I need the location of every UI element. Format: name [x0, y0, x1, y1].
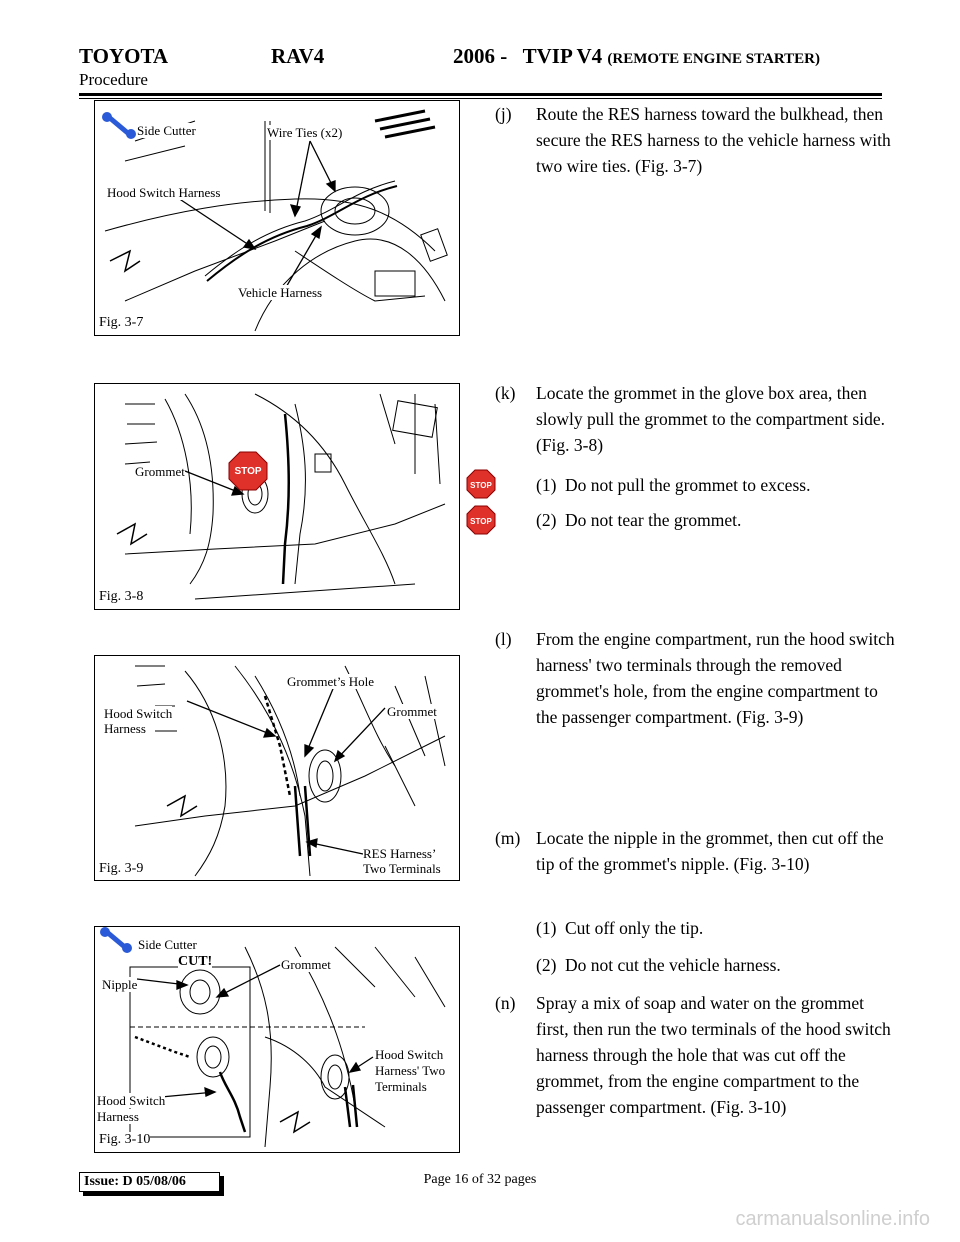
- label-side-cutter: Side Cutter: [137, 123, 196, 138]
- figure-caption: Fig. 3-9: [99, 861, 144, 876]
- step-j: [495, 101, 895, 179]
- figure-caption: Fig. 3-10: [99, 1132, 151, 1147]
- figure-3-8-drawing: [95, 384, 461, 611]
- step-text: Locate the grommet in the glove box area, then slowly pull the grommet to the compartment side. (Fig. 3-8): [536, 383, 885, 455]
- label-res-harness: RES Harness’: [363, 846, 437, 861]
- step-text: Route the RES harness toward the bulkhead, then secure the RES harness to the vehicle harness with two wire ties. (Fig. 3-7): [536, 104, 891, 176]
- step-key: (n): [495, 993, 516, 1013]
- step-k: [495, 380, 895, 458]
- header-product-name: 2006 - TVIP V4: [453, 44, 603, 68]
- label-grommet: Grommet: [281, 957, 331, 972]
- label-grommet: Grommet: [135, 464, 185, 479]
- header-section: Procedure: [79, 70, 148, 89]
- step-text: From the engine compartment, run the hood switch harness' two terminals through the removed grommet's hole, from the engine compartment to the passenger compartment. (Fig. 3-9): [536, 629, 895, 727]
- label-grommets-hole: Grommet’s Hole: [287, 674, 375, 689]
- sub-text: Cut off only the tip.: [565, 918, 704, 938]
- sub-key: (2): [536, 510, 557, 530]
- label-grommet: Grommet: [387, 704, 437, 719]
- header-model: RAV4: [271, 44, 325, 68]
- figure-3-8: [94, 383, 460, 610]
- label-side-cutter: Side Cutter: [138, 937, 197, 952]
- label-harness-1: Harness: [104, 721, 146, 736]
- step-n: [495, 990, 895, 1120]
- header-product-suffix: (REMOTE ENGINE STARTER): [607, 51, 820, 67]
- step-key: (j): [495, 104, 512, 124]
- sub-key: (1): [536, 475, 557, 495]
- sub-key: (1): [536, 918, 557, 938]
- step-m-sub-1: [536, 915, 703, 941]
- header-brand: TOYOTA: [79, 44, 169, 68]
- stop-sign-text: STOP: [470, 481, 492, 490]
- stop-sign-icon: [466, 469, 496, 499]
- label-wire-ties: Wire Ties (x2): [267, 125, 343, 140]
- figure-caption: Fig. 3-7: [99, 315, 144, 330]
- stop-sign-text: STOP: [470, 517, 492, 526]
- step-k-sub-1: [536, 472, 810, 498]
- figure-3-10-drawing: [95, 927, 461, 1154]
- label-terminals: Terminals: [375, 1079, 427, 1094]
- stop-sign-icon: [466, 505, 496, 535]
- header-product: [453, 44, 820, 69]
- label-hood-switch-3: Hood Switch: [97, 1093, 166, 1108]
- page-number: Page 16 of 32 pages: [423, 1172, 537, 1187]
- label-hood-switch-1: Hood Switch: [104, 706, 173, 721]
- stop-sign-text: STOP: [234, 466, 262, 477]
- label-nipple: Nipple: [102, 977, 138, 992]
- label-two-terminals: Two Terminals: [363, 861, 441, 876]
- issue-box: Issue: D 05/08/06: [79, 1172, 220, 1192]
- step-l: [495, 626, 895, 730]
- sub-text: Do not tear the grommet.: [565, 510, 742, 530]
- step-key: (k): [495, 383, 516, 403]
- step-key: (m): [495, 828, 521, 848]
- label-vehicle-harness: Vehicle Harness: [238, 285, 323, 300]
- step-key: (l): [495, 629, 512, 649]
- step-k-sub-2: [536, 507, 741, 533]
- stop-sign-icon: [229, 452, 267, 490]
- label-harness-3: Harness: [97, 1109, 139, 1124]
- watermark: carmanualsonline.info: [735, 1208, 930, 1230]
- sub-key: (2): [536, 955, 557, 975]
- label-hood-switch-2: Hood Switch: [375, 1047, 444, 1062]
- label-hood-switch-harness: Hood Switch Harness: [107, 185, 221, 200]
- figure-3-7: [94, 100, 460, 336]
- step-text: Spray a mix of soap and water on the grommet first, then run the two terminals of the hood switch harness through the hole that was cut off the grommet, from the engine compartment to the passenger compartment. (Fig. 3-10): [536, 993, 891, 1117]
- figure-caption: Fig. 3-8: [99, 589, 144, 604]
- header-rule: [79, 93, 882, 96]
- step-m: [495, 825, 895, 877]
- step-text: Locate the nipple in the grommet, then cut off the tip of the grommet's nipple. (Fig. 3-10): [536, 828, 884, 874]
- sub-text: Do not cut the vehicle harness.: [565, 955, 781, 975]
- step-m-sub-2: [536, 952, 781, 978]
- header-rule-thin: [79, 98, 882, 99]
- wrench-icon: [102, 112, 136, 139]
- label-cut: CUT!: [178, 954, 213, 969]
- figure-3-9: [94, 655, 460, 881]
- sub-text: Do not pull the grommet to excess.: [565, 475, 811, 495]
- label-harness-two: Harness' Two: [375, 1063, 446, 1078]
- wrench-icon: [100, 927, 132, 953]
- figure-3-10: [94, 926, 460, 1153]
